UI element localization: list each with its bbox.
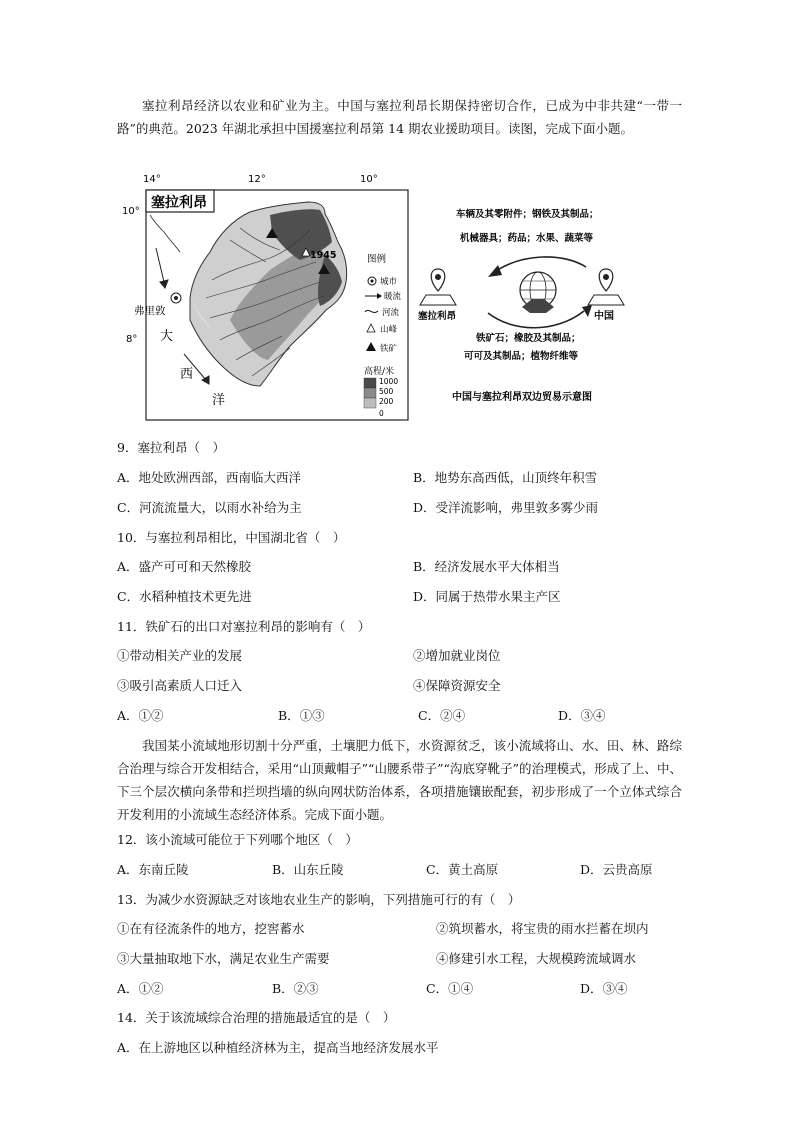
q12-option-a[interactable]: A．东南丘陵 bbox=[117, 862, 189, 877]
q9-option-a[interactable]: A．地处欧洲西部，西南临大西洋 bbox=[117, 470, 302, 485]
q14-stem: 14．关于该流域综合治理的措施最适宜的是（ ） bbox=[117, 1010, 396, 1025]
ocean-char-1: 大 bbox=[160, 329, 174, 344]
elev-title: 高程/米 bbox=[364, 367, 395, 377]
q13-option-c[interactable]: C．①④ bbox=[426, 981, 474, 996]
q13-stem: 13．为减少水资源缺乏对该地农业生产的影响，下列措施可行的有（ ） bbox=[117, 892, 521, 907]
trade-top-line2: 机械器具；药品；水果、蔬菜等 bbox=[460, 233, 594, 244]
sierra-leone-map bbox=[120, 170, 415, 425]
elev-0: 0 bbox=[379, 409, 384, 418]
china-pin-icon bbox=[588, 269, 624, 305]
q11-stem: 11．铁矿石的出口对塞拉利昂的影响有（ ） bbox=[117, 619, 371, 634]
q9-option-d[interactable]: D．受洋流影响，弗里敦多雾少雨 bbox=[413, 500, 599, 515]
export-arrow-icon bbox=[488, 265, 502, 277]
q10-option-c[interactable]: C．水稻种植技术更先进 bbox=[117, 589, 252, 604]
elev-1000: 1000 bbox=[379, 377, 399, 386]
city-label: 弗里敦 bbox=[134, 305, 166, 317]
q11-option-b[interactable]: B．①③ bbox=[278, 708, 325, 723]
q9-option-c[interactable]: C．河流流量大，以雨水补给为主 bbox=[117, 500, 302, 515]
q13-statement-2: ②筑坝蓄水，将宝贵的雨水拦蓄在坝内 bbox=[436, 921, 649, 936]
trade-caption: 中国与塞拉利昂双边贸易示意图 bbox=[452, 392, 592, 403]
q11-option-a[interactable]: A．①② bbox=[117, 708, 164, 723]
trade-right-label: 中国 bbox=[594, 311, 614, 322]
ocean-char-2: 西 bbox=[180, 367, 194, 382]
legend-title: 图例 bbox=[367, 254, 387, 265]
legend-city: 城市 bbox=[380, 277, 398, 287]
q10-option-b[interactable]: B．经济发展水平大体相当 bbox=[413, 559, 560, 574]
globe-handshake-icon bbox=[520, 272, 556, 313]
trade-top-line1: 车辆及其零附件；钢铁及其制品； bbox=[456, 209, 599, 220]
ocean-char-3: 洋 bbox=[212, 393, 226, 408]
q10-option-d[interactable]: D．同属于热带水果主产区 bbox=[413, 589, 561, 604]
map-title: 塞拉利昂 bbox=[151, 195, 207, 211]
q11-option-c[interactable]: C．②④ bbox=[418, 708, 466, 723]
legend-iron: 铁矿 bbox=[380, 344, 398, 354]
q12-option-b[interactable]: B．山东丘陵 bbox=[272, 862, 344, 877]
legend-river: 河流 bbox=[382, 308, 400, 318]
q10-option-a[interactable]: A．盛产可可和天然橡胶 bbox=[117, 559, 252, 574]
lat-label-8: 8° bbox=[126, 334, 138, 345]
q12-stem: 12．该小流域可能位于下列哪个地区（ ） bbox=[117, 832, 358, 847]
q13-statement-4: ④修建引水工程，大规模跨流域调水 bbox=[436, 951, 637, 966]
lon-label-12: 12° bbox=[248, 174, 266, 185]
trade-left-label: 塞拉利昂 bbox=[418, 311, 457, 322]
lon-label-14: 14° bbox=[143, 174, 161, 185]
q12-option-d[interactable]: D．云贵高原 bbox=[580, 862, 653, 877]
q11-statement-2: ②增加就业岗位 bbox=[413, 648, 501, 663]
q11-option-d[interactable]: D．③④ bbox=[558, 708, 606, 723]
q14-option-a[interactable]: A．在上游地区以种植经济林为主，提高当地经济发展水平 bbox=[117, 1040, 439, 1055]
sierra-leone-pin-icon bbox=[420, 269, 456, 305]
legend-current: 暖流 bbox=[384, 292, 402, 302]
q11-statement-1: ①带动相关产业的发展 bbox=[117, 648, 243, 663]
q13-statement-3: ③大量抽取地下水，满足农业生产需要 bbox=[117, 951, 330, 966]
lat-label-10: 10° bbox=[122, 206, 140, 217]
q13-option-a[interactable]: A．①② bbox=[117, 981, 164, 996]
elev-200: 200 bbox=[379, 397, 394, 406]
q11-statement-3: ③吸引高素质人口迁入 bbox=[117, 678, 243, 693]
q10-stem: 10．与塞拉利昂相比，中国湖北省（ ） bbox=[117, 530, 346, 545]
lon-label-10: 10° bbox=[360, 174, 378, 185]
q9-stem: 9．塞拉利昂（ ） bbox=[117, 440, 225, 455]
peak-elevation: 1945 bbox=[310, 250, 337, 261]
q13-option-b[interactable]: B．②③ bbox=[272, 981, 319, 996]
q9-option-b[interactable]: B．地势东高西低，山顶终年积雪 bbox=[413, 470, 598, 485]
elev-500: 500 bbox=[379, 387, 394, 396]
trade-bottom-line2: 可可及其制品；植物纤维等 bbox=[464, 351, 579, 362]
legend-peak: 山峰 bbox=[380, 325, 398, 335]
intro2-paragraph: 我国某小流域地形切割十分严重，土壤肥力低下，水资源贫乏，该小流域将山、水、田、林、路综合治理与综合开发相结合，采用“山顶戴帽子”“山腰系带子”“沟底穿靴子”的治理模式，形成了上、中、下三个层次横向条带和拦坝挡墙的纵向网状防治体系，各项措施镶嵌配套，初步形成了一个立体式综合开发利用的小流域生态经济体系。完成下面小题。 bbox=[117, 738, 682, 822]
q13-option-d[interactable]: D．③④ bbox=[580, 981, 628, 996]
trade-diagram bbox=[416, 195, 656, 410]
intro-paragraph: 塞拉利昂经济以农业和矿业为主。中国与塞拉利昂长期保持密切合作，已成为中非共建“一带一路”的典范。2023 年湖北承担中国援塞拉利昂第 14 期农业援助项目。读图，完成下面小题。 bbox=[117, 98, 682, 136]
q11-statement-4: ④保障资源安全 bbox=[413, 678, 501, 693]
q12-option-c[interactable]: C．黄土高原 bbox=[426, 862, 499, 877]
q13-statement-1: ①在有径流条件的地方，挖窖蓄水 bbox=[117, 921, 305, 936]
trade-bottom-line1: 铁矿石；橡胶及其制品； bbox=[476, 333, 581, 344]
